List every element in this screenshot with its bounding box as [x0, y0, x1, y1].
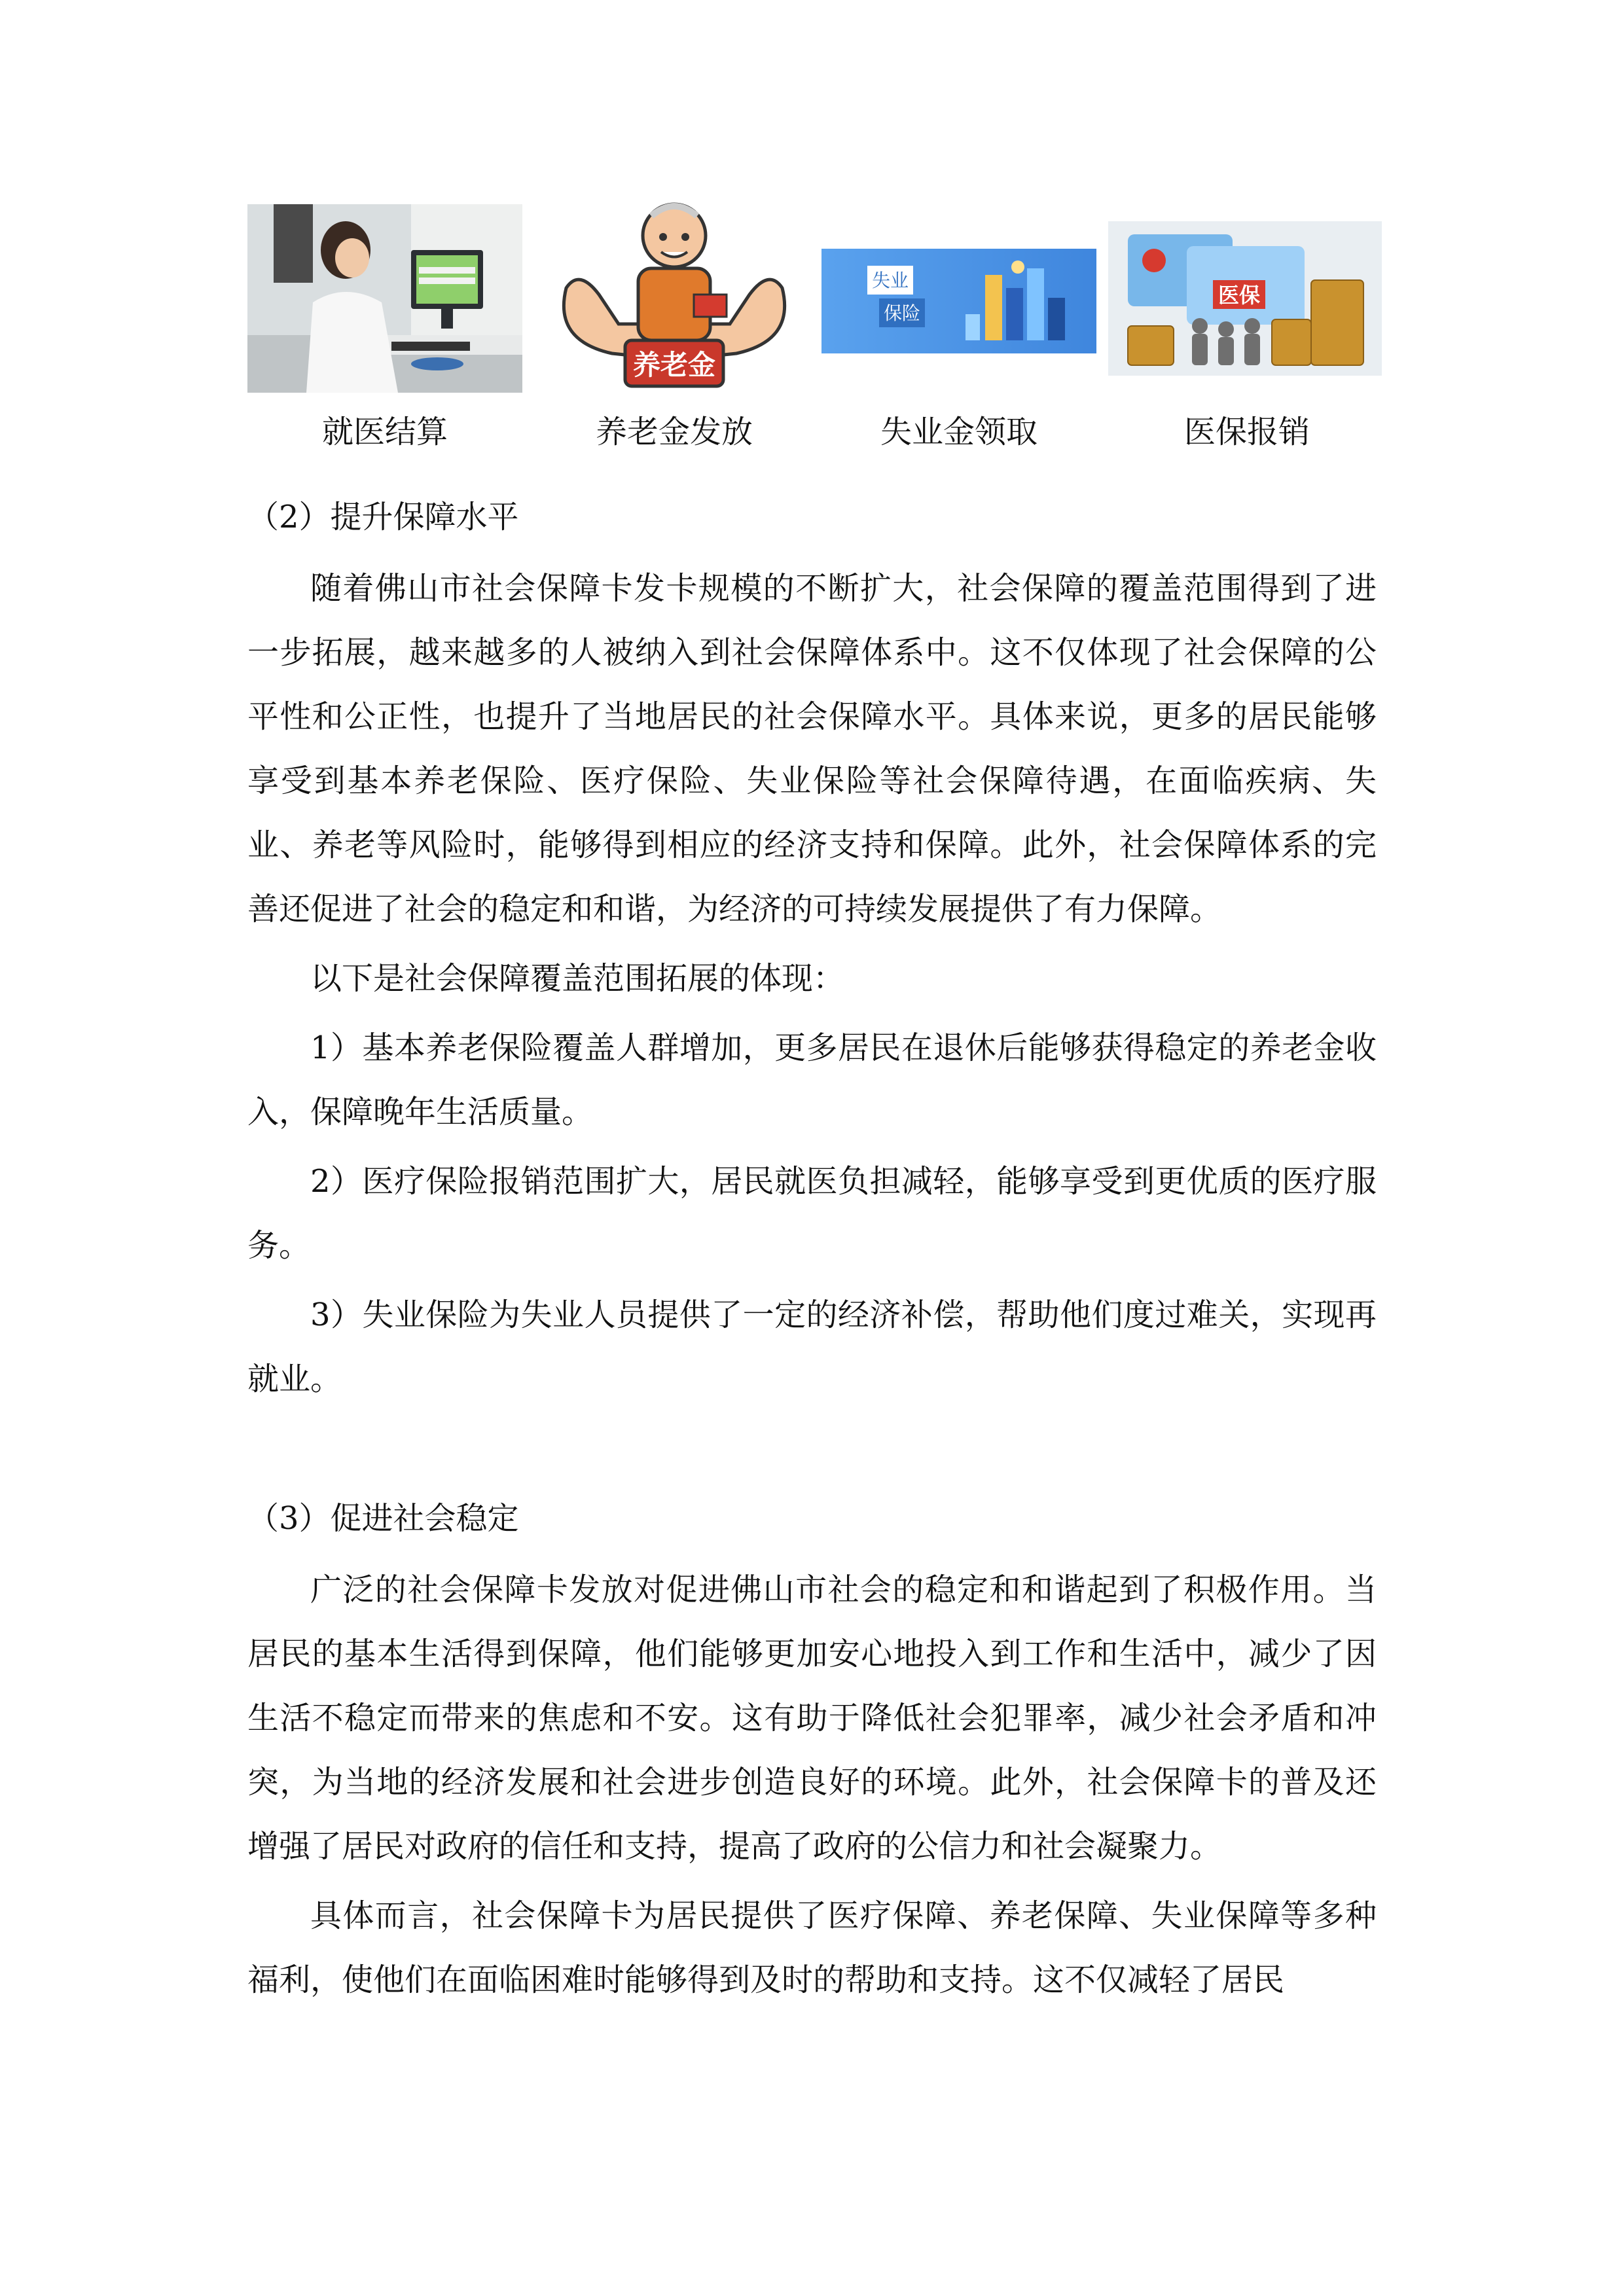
list-item: 3）失业保险为失业人员提供了一定的经济补偿，帮助他们度过难关，实现再就业。	[247, 1297, 1377, 1397]
list-item: 2）医疗保险报销范围扩大，居民就医负担减轻，能够享受到更优质的医疗服务。	[247, 1163, 1377, 1264]
medical-settlement-photo	[247, 204, 522, 393]
caption-unemployment-benefit: 失业金领取	[880, 414, 1038, 450]
section2-body	[247, 556, 1377, 1411]
paragraph: 广泛的社会保障卡发放对促进佛山市社会的稳定和和谐起到了积极作用。当居民的基本生活得到保障，他们能够更加安心地投入到工作和生活中，减少了因生活不稳定而带来的焦虑和不安。这有助于降低社会犯罪率，减少社会矛盾和冲突，为当地的经济发展和社会进步创造良好的环境。此外，社会保障卡的普及还增强了居民对政府的信任和支持，提高了政府的公信力和社会凝聚力。	[247, 1571, 1377, 1865]
unemployment-illustration	[821, 249, 1096, 353]
unemployment-insurance-icon	[821, 249, 1096, 353]
paragraph: 具体而言，社会保障卡为居民提供了医疗保障、养老保障、失业保障等多种福利，使他们在面临困难时能够得到及时的帮助和支持。这不仅减轻了居民	[247, 1897, 1377, 1998]
section-heading-social-stability: （3）促进社会稳定	[247, 1500, 519, 1537]
paragraph: 以下是社会保障覆盖范围拓展的体现：	[310, 960, 845, 997]
tag-unemployment: 失业	[871, 270, 909, 291]
pension-badge: 养老金	[632, 349, 716, 381]
section3-body	[247, 1558, 1377, 2012]
medical-card-label: 医保	[1218, 283, 1261, 308]
doctor-computer-icon	[247, 204, 522, 393]
pension-illustration	[553, 190, 795, 399]
insurance-cards-coins-icon	[1108, 221, 1382, 376]
pension-elder-icon	[553, 190, 795, 399]
tag-insurance: 保险	[883, 302, 921, 324]
medical-reimbursement-photo	[1108, 221, 1382, 376]
section-heading-improve-protection: （2）提升保障水平	[247, 499, 519, 535]
caption-pension-payment: 养老金发放	[595, 414, 753, 450]
caption-medical-settlement: 就医结算	[321, 414, 448, 450]
list-item: 1）基本养老保险覆盖人群增加，更多居民在退休后能够获得稳定的养老金收入，保障晚年生活质量。	[247, 1030, 1377, 1130]
caption-medical-reimbursement: 医保报销	[1183, 414, 1310, 450]
paragraph: 随着佛山市社会保障卡发卡规模的不断扩大，社会保障的覆盖范围得到了进一步拓展，越来越多的人被纳入到社会保障体系中。这不仅体现了社会保障的公平性和公正性，也提升了当地居民的社会保障水平。具体来说，更多的居民能够享受到基本养老保险、医疗保险、失业保险等社会保障待遇，在面临疾病、失业、养老等风险时，能够得到相应的经济支持和保障。此外，社会保障体系的完善还促进了社会的稳定和和谐，为经济的可持续发展提供了有力保障。	[247, 570, 1377, 927]
